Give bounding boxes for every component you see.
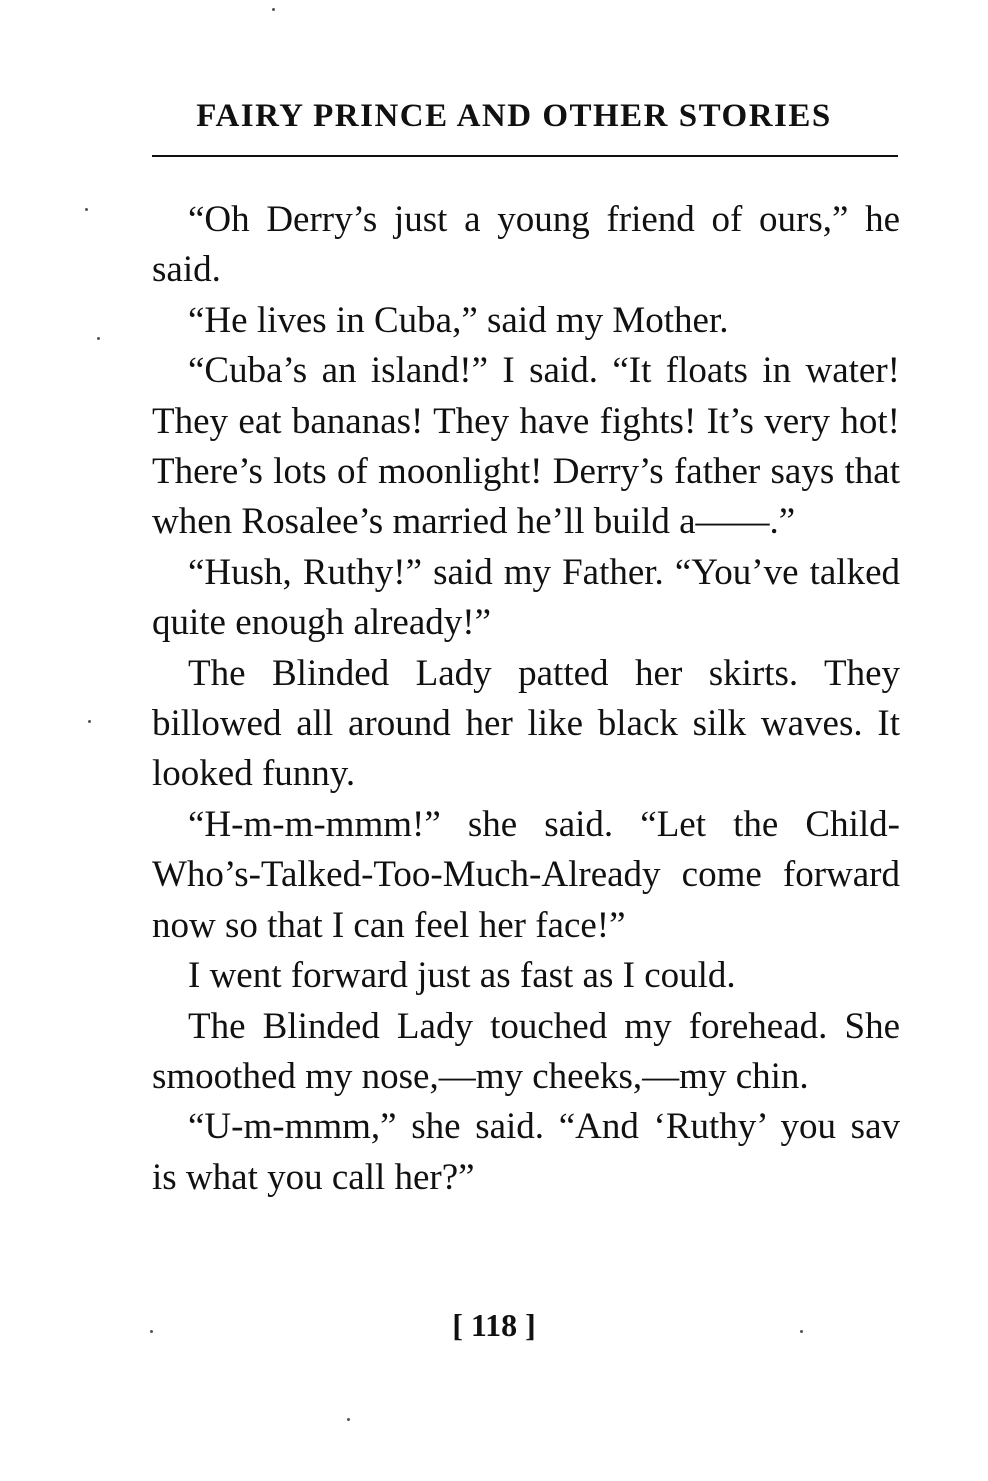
paragraph: “Cuba’s an island!” I said. “It floats in water! They eat bananas! They have fights! It’s very hot! There’s lots of moonlight! Derry’s father says that when Rosalee’s married he’ll build a——.” <box>152 350 900 543</box>
page-number: [ 118 ] <box>452 1307 536 1343</box>
paragraph: “H-m-m-mmm!” she said. “Let the Child-Who’s-Talked-Too-Much-Already come forward now so that I can feel her face!” <box>152 803 900 946</box>
paragraph: I went forward just as fast as I could. <box>188 955 736 997</box>
scan-speck <box>85 208 88 211</box>
scan-speck <box>272 8 275 11</box>
scan-speck <box>347 1418 350 1421</box>
paragraph: “Hush, Ruthy!” said my Father. “You’ve talked quite enough already!” <box>152 551 900 644</box>
paragraph: “He lives in Cuba,” said my Mother. <box>188 299 729 341</box>
body-text <box>152 195 900 1203</box>
paragraph: “U-m-mmm,” she said. “And ‘Ruthy’ you sav is what you call her?” <box>152 1106 900 1198</box>
paragraph: “Oh Derry’s just a young friend of ours,” he said. <box>152 199 900 291</box>
paragraph: The Blinded Lady touched my forehead. She smoothed my nose,—my cheeks,—my chin. <box>152 1005 900 1097</box>
scan-speck <box>800 1330 803 1333</box>
header-rule <box>152 155 898 157</box>
scan-speck <box>97 337 100 340</box>
scan-speck <box>88 720 91 723</box>
running-head: FAIRY PRINCE AND OTHER STORIES <box>196 98 832 134</box>
scan-speck <box>150 1330 153 1333</box>
paragraph: The Blinded Lady patted her skirts. They billowed all around her like black silk waves. It looked funny. <box>152 652 900 795</box>
